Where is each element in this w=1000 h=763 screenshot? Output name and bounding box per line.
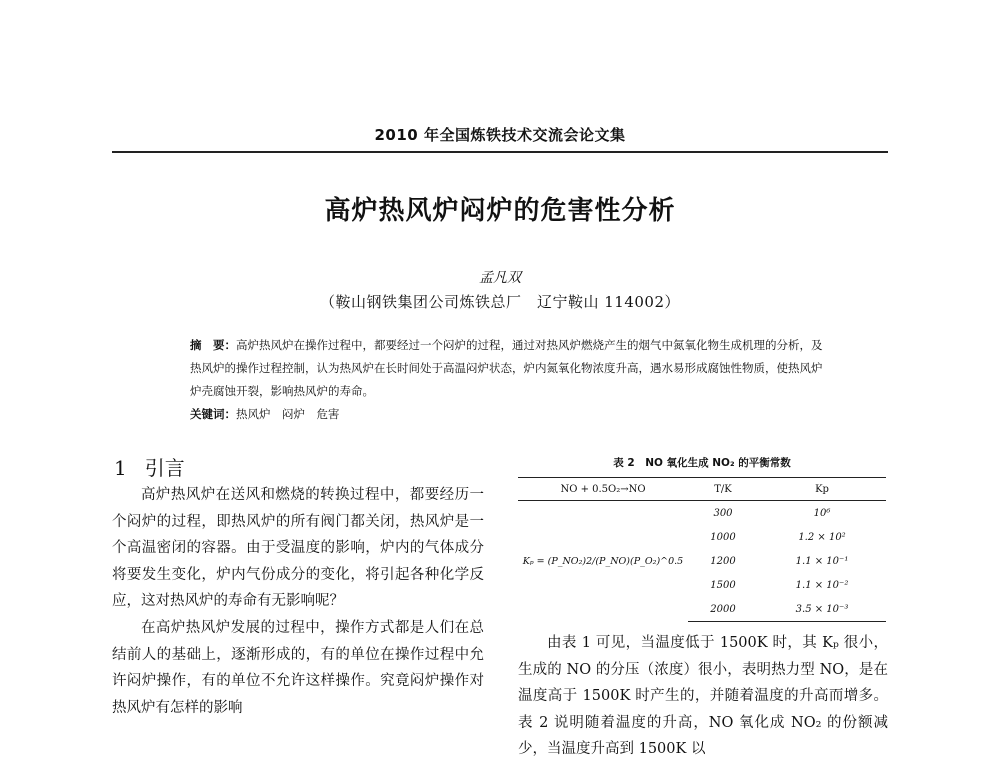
section-heading: [114, 452, 185, 481]
table-cell-t: 1000: [710, 531, 736, 543]
abstract-text: 高炉热风炉在操作过程中，都要经过一个闷炉的过程，通过对热风炉燃烧产生的烟气中氮氧化物生成机理的分析，及热风炉的操作过程控制，认为热风炉在长时间处于高温闷炉状态，炉内氮氧化物浓度升高，遇水易形成腐蚀性物质，使热风炉炉壳腐蚀开裂，影响热风炉的寿命。: [190, 338, 823, 398]
table-caption: 表 2 NO 氧化生成 NO₂ 的平衡常数: [613, 457, 791, 469]
table-cell-kp: 3.5 × 10⁻³: [758, 597, 886, 622]
author-affiliation: （鞍山钢铁集团公司炼铁总厂 辽宁鞍山 114002）: [319, 293, 681, 311]
table-row: [518, 501, 886, 526]
body-paragraph: 由表 1 可见，当温度低于 1500K 时，其 Kₚ 很小，生成的 NO 的分压（浓度）很小，表明热力型 NO，是在温度高于 1500K 时产生的，并随着温度的升高而增多。表 2 说明随着温度的升高，NO 氧化成 NO₂ 的份额减少，当温度升高到 1500K 以: [518, 635, 888, 758]
body-paragraph: 在高炉热风炉发展的过程中，操作方式都是人们在总结前人的基础上，逐渐形成的，有的单位在操作过程中允许闷炉操作，有的单位不允许这样操作。究竟闷炉操作对热风炉有怎样的影响: [112, 619, 484, 716]
table-cell-t: 2000: [688, 597, 758, 622]
table-cell-kp: 1.2 × 10²: [798, 531, 846, 543]
body-paragraph: 高炉热风炉在送风和燃烧的转换过程中，都要经历一个闷炉的过程，即热风炉的所有阀门都关闭，热风炉是一个高温密闭的容器。由于受温度的影响，炉内的气体成分将要发生变化，炉内气份成分的变化，将引起各种化学反应，这对热风炉的寿命有无影响呢？: [112, 487, 484, 610]
abstract-label: 摘 要：: [190, 338, 236, 352]
section-number: 1: [114, 456, 127, 480]
author-name: 孟凡双: [479, 270, 521, 286]
table-cell-kp: 1.1 × 10⁻²: [795, 579, 849, 591]
table-header-row: [518, 478, 886, 501]
running-head: 2010 年全国炼铁技术交流会论文集: [374, 126, 626, 144]
abstract-paragraph: [190, 334, 830, 403]
left-column-text: [112, 482, 484, 721]
keywords-text: 热风炉 闷炉 危害: [236, 407, 340, 421]
table-cell-t: 1200: [710, 555, 736, 567]
right-column-text: [518, 630, 888, 763]
table-cell-t: 1500: [710, 579, 736, 591]
keywords-label: 关键词：: [190, 407, 236, 421]
table-cell-kp: 10⁶: [813, 507, 831, 519]
table-header-temperature: T/K: [688, 478, 758, 501]
paper-title: 高炉热风炉闷炉的危害性分析: [324, 196, 676, 226]
table-header-reaction: NO + 0.5O₂→NO: [518, 478, 688, 501]
table-equation: Kₚ = (P_NO₂)2/(P_NO)(P_O₂)^0.5: [522, 555, 684, 567]
table-cell-kp: 1.1 × 10⁻¹: [795, 555, 849, 567]
keywords-paragraph: [190, 403, 830, 426]
header-rule: [112, 151, 888, 153]
table-cell-t: 300: [713, 507, 733, 519]
abstract-block: [190, 334, 830, 426]
table-header-kp: Kp: [758, 478, 886, 501]
section-title: 引言: [144, 456, 185, 480]
equilibrium-table: [518, 477, 886, 622]
